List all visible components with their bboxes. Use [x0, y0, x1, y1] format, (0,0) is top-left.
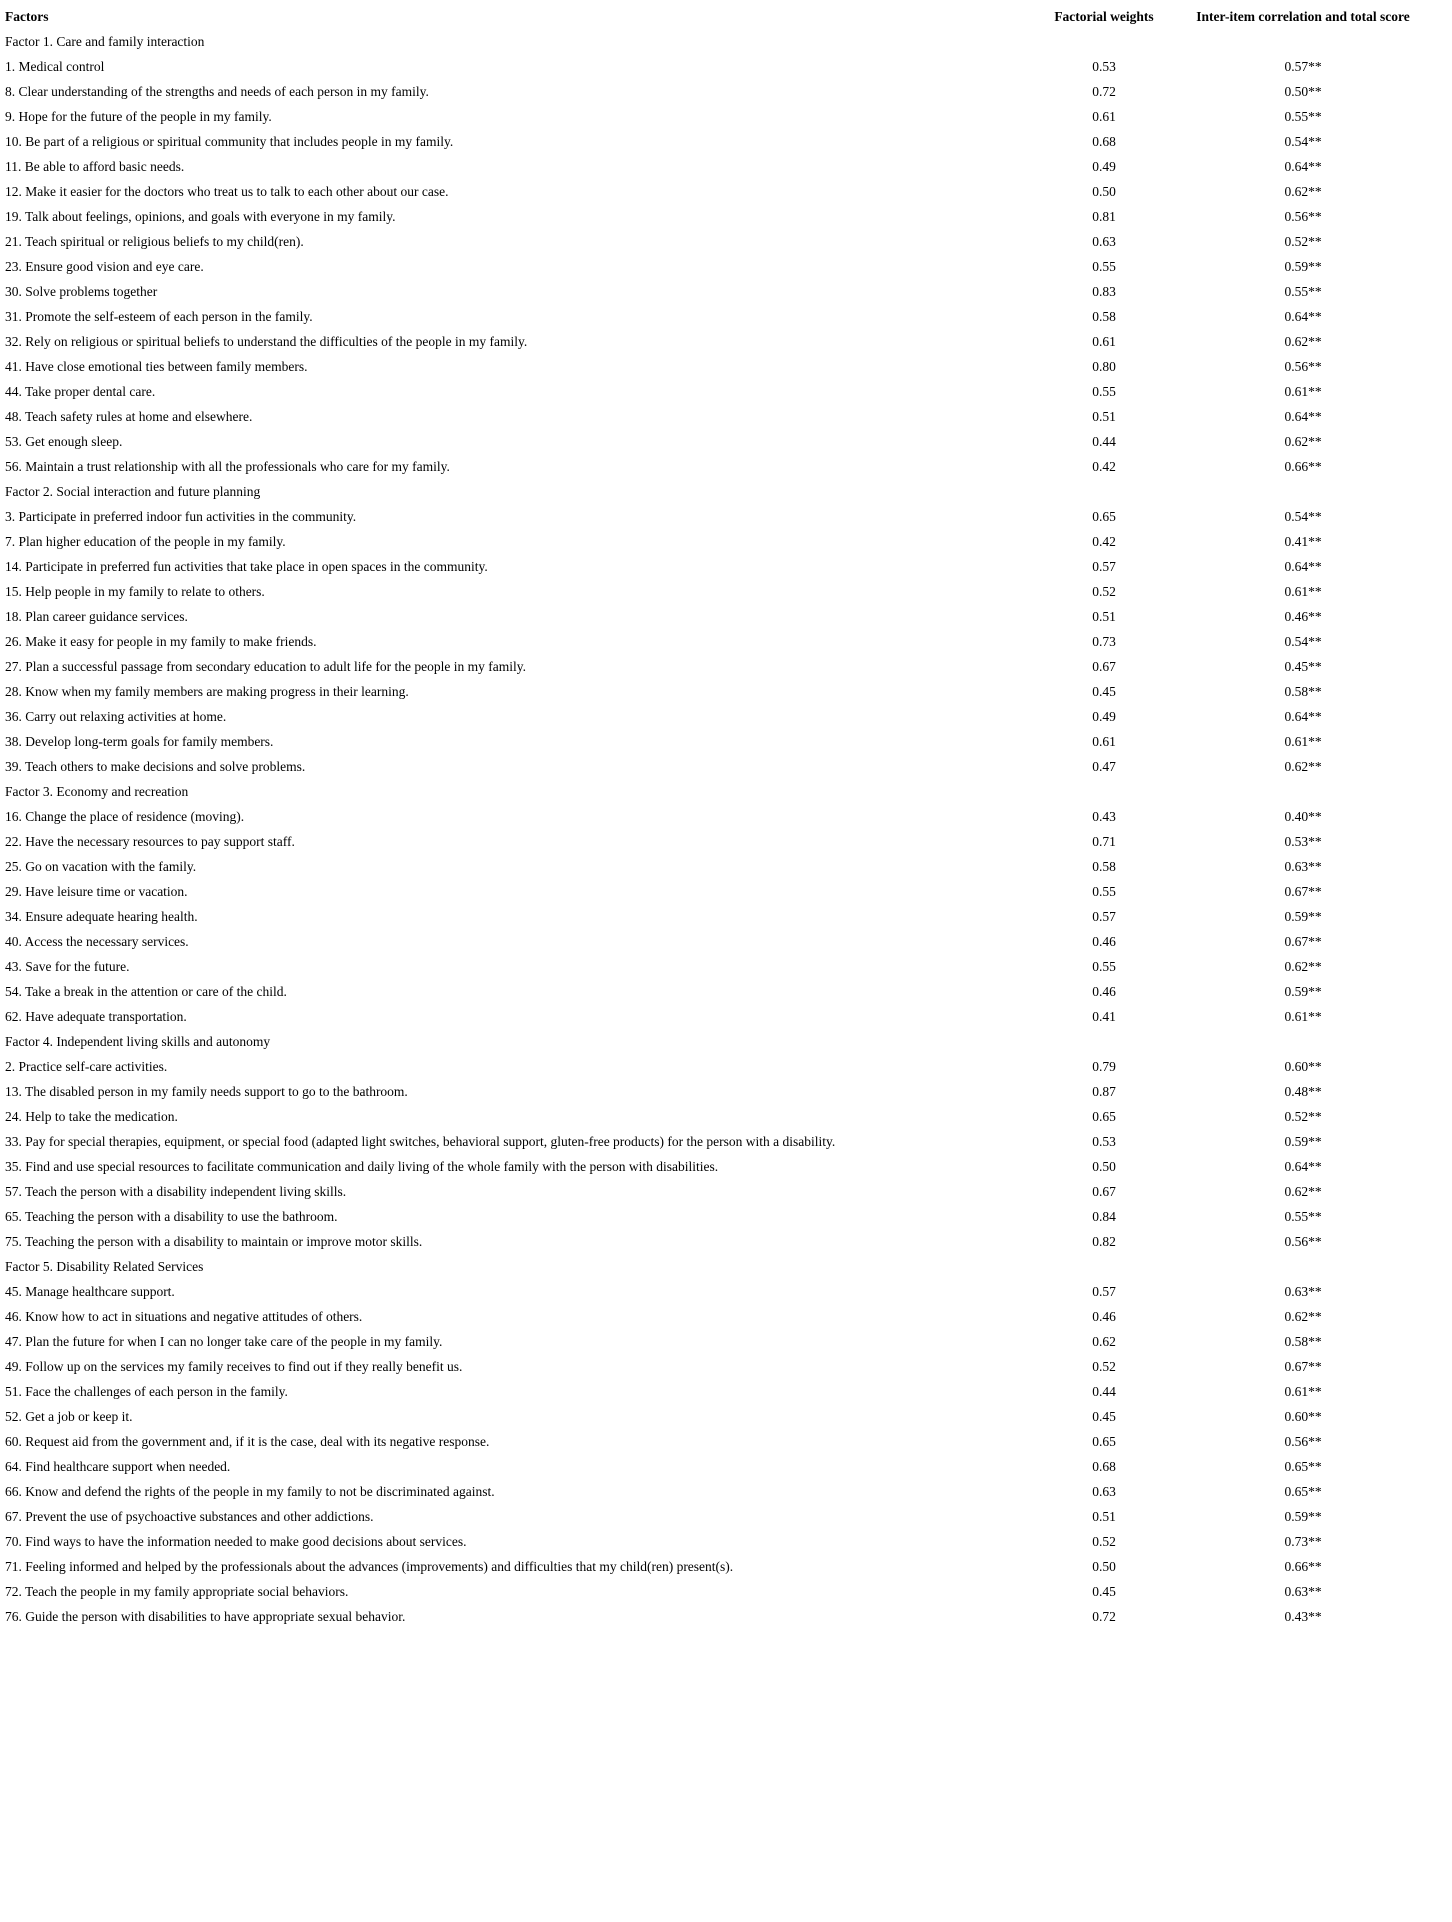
factors-table [0, 4, 1448, 1629]
correlation-value: 0.62** [1284, 434, 1322, 449]
factor-title: Factor 2. Social interaction and future planning [5, 484, 261, 499]
item-label: 29. Have leisure time or vacation. [5, 884, 188, 899]
factorial-weight-value: 0.57 [1092, 909, 1116, 924]
correlation-value: 0.48** [1284, 1084, 1322, 1099]
factor-header-row [0, 779, 1448, 804]
item-label: 7. Plan higher education of the people in my family. [5, 534, 286, 549]
correlation-value: 0.64** [1284, 159, 1322, 174]
table-row [0, 1154, 1448, 1179]
table-row [0, 604, 1448, 629]
factorial-weight-value: 0.46 [1092, 1309, 1116, 1324]
table-row [0, 1129, 1448, 1154]
correlation-value: 0.55** [1284, 284, 1322, 299]
correlation-value: 0.56** [1284, 1234, 1322, 1249]
item-label: 34. Ensure adequate hearing health. [5, 909, 198, 924]
item-label: 22. Have the necessary resources to pay support staff. [5, 834, 295, 849]
factorial-weight-value: 0.72 [1092, 1609, 1116, 1624]
factor-title: Factor 5. Disability Related Services [5, 1259, 204, 1274]
correlation-value: 0.54** [1284, 134, 1322, 149]
factorial-weight-value: 0.68 [1092, 134, 1116, 149]
correlation-value: 0.56** [1284, 209, 1322, 224]
correlation-value: 0.55** [1284, 109, 1322, 124]
factorial-weight-value: 0.57 [1092, 559, 1116, 574]
item-label: 36. Carry out relaxing activities at home. [5, 709, 227, 724]
factorial-weight-value: 0.53 [1092, 1134, 1116, 1149]
item-label: 67. Prevent the use of psychoactive substances and other addictions. [5, 1509, 374, 1524]
correlation-value: 0.59** [1284, 1134, 1322, 1149]
factorial-weight-value: 0.82 [1092, 1234, 1116, 1249]
factorial-weight-value: 0.55 [1092, 259, 1116, 274]
item-label: 33. Pay for special therapies, equipment, or special food (adapted light switches, behavioral support, gluten-free products) for the person with a disability. [5, 1134, 836, 1149]
item-label: 23. Ensure good vision and eye care. [5, 259, 204, 274]
item-label: 21. Teach spiritual or religious beliefs to my child(ren). [5, 234, 304, 249]
correlation-value: 0.59** [1284, 259, 1322, 274]
item-label: 3. Participate in preferred indoor fun activities in the community. [5, 509, 357, 524]
correlation-value: 0.45** [1284, 659, 1322, 674]
table-row [0, 679, 1448, 704]
factorial-weight-value: 0.51 [1092, 1509, 1116, 1524]
factorial-weight-value: 0.49 [1092, 159, 1116, 174]
table-row [0, 979, 1448, 1004]
table-row [0, 529, 1448, 554]
item-label: 13. The disabled person in my family needs support to go to the bathroom. [5, 1084, 408, 1099]
factorial-weight-value: 0.63 [1092, 234, 1116, 249]
table-row [0, 1004, 1448, 1029]
correlation-value: 0.46** [1284, 609, 1322, 624]
factor-title: Factor 1. Care and family interaction [5, 34, 205, 49]
table-row [0, 1104, 1448, 1129]
correlation-value: 0.59** [1284, 984, 1322, 999]
correlation-value: 0.57** [1284, 59, 1322, 74]
factorial-weight-value: 0.55 [1092, 384, 1116, 399]
item-label: 39. Teach others to make decisions and solve problems. [5, 759, 306, 774]
item-label: 66. Know and defend the rights of the people in my family to not be discriminated against. [5, 1484, 495, 1499]
table-row [0, 1204, 1448, 1229]
factorial-weight-value: 0.65 [1092, 1434, 1116, 1449]
table-row [0, 129, 1448, 154]
table-row [0, 1379, 1448, 1404]
factorial-weight-value: 0.62 [1092, 1334, 1116, 1349]
factorial-weight-value: 0.68 [1092, 1459, 1116, 1474]
item-label: 75. Teaching the person with a disability to maintain or improve motor skills. [5, 1234, 423, 1249]
correlation-value: 0.73** [1284, 1534, 1322, 1549]
item-label: 46. Know how to act in situations and negative attitudes of others. [5, 1309, 363, 1324]
item-label: 44. Take proper dental care. [5, 384, 156, 399]
correlation-value: 0.65** [1284, 1459, 1322, 1474]
correlation-value: 0.58** [1284, 684, 1322, 699]
item-label: 49. Follow up on the services my family receives to find out if they really benefit us. [5, 1359, 463, 1374]
factor-header-row [0, 1254, 1448, 1279]
factorial-weight-value: 0.45 [1092, 684, 1116, 699]
table-row [0, 104, 1448, 129]
factorial-weight-value: 0.49 [1092, 709, 1116, 724]
factorial-weight-value: 0.58 [1092, 859, 1116, 874]
factorial-weight-value: 0.51 [1092, 409, 1116, 424]
factorial-weight-value: 0.58 [1092, 309, 1116, 324]
item-label: 2. Practice self-care activities. [5, 1059, 168, 1074]
item-label: 32. Rely on religious or spiritual beliefs to understand the difficulties of the people in my family. [5, 334, 528, 349]
correlation-value: 0.54** [1284, 509, 1322, 524]
table-row [0, 704, 1448, 729]
factorial-weight-value: 0.72 [1092, 84, 1116, 99]
item-label: 15. Help people in my family to relate to others. [5, 584, 265, 599]
item-label: 9. Hope for the future of the people in my family. [5, 109, 272, 124]
item-label: 47. Plan the future for when I can no longer take care of the people in my family. [5, 1334, 443, 1349]
factorial-weight-value: 0.71 [1092, 834, 1116, 849]
table-row [0, 754, 1448, 779]
correlation-value: 0.67** [1284, 1359, 1322, 1374]
table-row [0, 1329, 1448, 1354]
correlation-value: 0.54** [1284, 634, 1322, 649]
factor-header-row [0, 29, 1448, 54]
correlation-value: 0.40** [1284, 809, 1322, 824]
correlation-value: 0.52** [1284, 234, 1322, 249]
factorial-weight-value: 0.46 [1092, 984, 1116, 999]
correlation-value: 0.52** [1284, 1109, 1322, 1124]
item-label: 60. Request aid from the government and, if it is the case, deal with its negative response. [5, 1434, 490, 1449]
table-row [0, 1179, 1448, 1204]
correlation-value: 0.67** [1284, 934, 1322, 949]
factorial-weight-value: 0.65 [1092, 509, 1116, 524]
correlation-value: 0.62** [1284, 1309, 1322, 1324]
factorial-weight-value: 0.67 [1092, 1184, 1116, 1199]
table-row [0, 404, 1448, 429]
item-label: 57. Teach the person with a disability independent living skills. [5, 1184, 347, 1199]
item-label: 48. Teach safety rules at home and elsewhere. [5, 409, 253, 424]
item-label: 38. Develop long-term goals for family members. [5, 734, 274, 749]
item-label: 31. Promote the self-esteem of each person in the family. [5, 309, 313, 324]
table-row [0, 1504, 1448, 1529]
item-label: 71. Feeling informed and helped by the professionals about the advances (improvements) and difficulties that my child(ren) present(s). [5, 1559, 734, 1574]
item-label: 53. Get enough sleep. [5, 434, 123, 449]
item-label: 14. Participate in preferred fun activities that take place in open spaces in the community. [5, 559, 488, 574]
correlation-value: 0.56** [1284, 359, 1322, 374]
factorial-weight-value: 0.50 [1092, 1159, 1116, 1174]
item-label: 27. Plan a successful passage from secondary education to adult life for the people in my family. [5, 659, 526, 674]
table-header-row [0, 4, 1448, 29]
item-label: 24. Help to take the medication. [5, 1109, 178, 1124]
table-row [0, 304, 1448, 329]
item-label: 76. Guide the person with disabilities to have appropriate sexual behavior. [5, 1609, 406, 1624]
item-label: 72. Teach the people in my family appropriate social behaviors. [5, 1584, 349, 1599]
factorial-weight-value: 0.43 [1092, 809, 1116, 824]
item-label: 70. Find ways to have the information needed to make good decisions about services. [5, 1534, 467, 1549]
table-row [0, 954, 1448, 979]
correlation-value: 0.61** [1284, 1384, 1322, 1399]
item-label: 52. Get a job or keep it. [5, 1409, 133, 1424]
table-row [0, 1579, 1448, 1604]
correlation-value: 0.66** [1284, 1559, 1322, 1574]
correlation-value: 0.64** [1284, 709, 1322, 724]
table-row [0, 254, 1448, 279]
item-label: 1. Medical control [5, 59, 105, 74]
item-label: 65. Teaching the person with a disability to use the bathroom. [5, 1209, 338, 1224]
correlation-value: 0.58** [1284, 1334, 1322, 1349]
table-row [0, 1529, 1448, 1554]
table-row [0, 429, 1448, 454]
item-label: 8. Clear understanding of the strengths and needs of each person in my family. [5, 84, 429, 99]
factorial-weight-value: 0.46 [1092, 934, 1116, 949]
table-row [0, 1054, 1448, 1079]
correlation-value: 0.61** [1284, 1009, 1322, 1024]
item-label: 64. Find healthcare support when needed. [5, 1459, 231, 1474]
column-header-factorial-weights: Factorial weights [1054, 9, 1154, 24]
factorial-weight-value: 0.57 [1092, 1284, 1116, 1299]
item-label: 40. Access the necessary services. [5, 934, 189, 949]
factors-table-body [0, 29, 1448, 1629]
correlation-value: 0.64** [1284, 1159, 1322, 1174]
factorial-weight-value: 0.61 [1092, 734, 1116, 749]
correlation-value: 0.63** [1284, 1584, 1322, 1599]
table-row [0, 204, 1448, 229]
factorial-weight-value: 0.61 [1092, 109, 1116, 124]
table-row [0, 879, 1448, 904]
factorial-weight-value: 0.83 [1092, 284, 1116, 299]
correlation-value: 0.62** [1284, 334, 1322, 349]
factorial-weight-value: 0.61 [1092, 334, 1116, 349]
table-row [0, 229, 1448, 254]
factorial-weight-value: 0.42 [1092, 534, 1116, 549]
factorial-weight-value: 0.52 [1092, 584, 1116, 599]
table-row [0, 904, 1448, 929]
correlation-value: 0.63** [1284, 859, 1322, 874]
table-row [0, 1079, 1448, 1104]
item-label: 30. Solve problems together [5, 284, 158, 299]
table-row [0, 1304, 1448, 1329]
correlation-value: 0.53** [1284, 834, 1322, 849]
correlation-value: 0.43** [1284, 1609, 1322, 1624]
table-row [0, 379, 1448, 404]
correlation-value: 0.59** [1284, 1509, 1322, 1524]
correlation-value: 0.62** [1284, 959, 1322, 974]
factor-title: Factor 4. Independent living skills and autonomy [5, 1034, 271, 1049]
table-row [0, 329, 1448, 354]
item-label: 45. Manage healthcare support. [5, 1284, 175, 1299]
table-row [0, 1279, 1448, 1304]
item-label: 54. Take a break in the attention or care of the child. [5, 984, 287, 999]
table-row [0, 729, 1448, 754]
factorial-weight-value: 0.41 [1092, 1009, 1116, 1024]
item-label: 25. Go on vacation with the family. [5, 859, 197, 874]
correlation-value: 0.61** [1284, 384, 1322, 399]
table-row [0, 929, 1448, 954]
table-row [0, 79, 1448, 104]
correlation-value: 0.55** [1284, 1209, 1322, 1224]
factorial-weight-value: 0.45 [1092, 1584, 1116, 1599]
factorial-weight-value: 0.44 [1092, 434, 1116, 449]
table-row [0, 854, 1448, 879]
factor-header-row [0, 1029, 1448, 1054]
correlation-value: 0.67** [1284, 884, 1322, 899]
factorial-weight-value: 0.53 [1092, 59, 1116, 74]
factorial-weight-value: 0.87 [1092, 1084, 1116, 1099]
correlation-value: 0.66** [1284, 459, 1322, 474]
item-label: 26. Make it easy for people in my family to make friends. [5, 634, 317, 649]
table-row [0, 579, 1448, 604]
item-label: 16. Change the place of residence (moving). [5, 809, 245, 824]
factorial-weight-value: 0.65 [1092, 1109, 1116, 1124]
correlation-value: 0.62** [1284, 1184, 1322, 1199]
factorial-weight-value: 0.42 [1092, 459, 1116, 474]
correlation-value: 0.62** [1284, 759, 1322, 774]
item-label: 62. Have adequate transportation. [5, 1009, 187, 1024]
item-label: 43. Save for the future. [5, 959, 130, 974]
factorial-weight-value: 0.80 [1092, 359, 1116, 374]
correlation-value: 0.50** [1284, 84, 1322, 99]
factorial-weight-value: 0.44 [1092, 1384, 1116, 1399]
factor-title: Factor 3. Economy and recreation [5, 784, 189, 799]
column-header-factors: Factors [5, 9, 49, 24]
factorial-weight-value: 0.55 [1092, 959, 1116, 974]
factorial-weight-value: 0.50 [1092, 1559, 1116, 1574]
table-row [0, 1354, 1448, 1379]
table-row [0, 1404, 1448, 1429]
correlation-value: 0.61** [1284, 584, 1322, 599]
item-label: 56. Maintain a trust relationship with all the professionals who care for my family. [5, 459, 450, 474]
correlation-value: 0.61** [1284, 734, 1322, 749]
item-label: 12. Make it easier for the doctors who treat us to talk to each other about our case. [5, 184, 449, 199]
factorial-weight-value: 0.52 [1092, 1534, 1116, 1549]
factorial-weight-value: 0.51 [1092, 609, 1116, 624]
correlation-value: 0.56** [1284, 1434, 1322, 1449]
correlation-value: 0.64** [1284, 559, 1322, 574]
table-row [0, 1479, 1448, 1504]
correlation-value: 0.64** [1284, 309, 1322, 324]
table-row [0, 629, 1448, 654]
factorial-weight-value: 0.84 [1092, 1209, 1116, 1224]
item-label: 11. Be able to afford basic needs. [5, 159, 185, 174]
table-row [0, 1454, 1448, 1479]
column-header-inter-item-correlation: Inter-item correlation and total score [1196, 9, 1410, 24]
factorial-weight-value: 0.79 [1092, 1059, 1116, 1074]
factorial-weight-value: 0.55 [1092, 884, 1116, 899]
table-row [0, 354, 1448, 379]
item-label: 10. Be part of a religious or spiritual community that includes people in my family. [5, 134, 454, 149]
factorial-weight-value: 0.45 [1092, 1409, 1116, 1424]
table-row [0, 554, 1448, 579]
correlation-value: 0.60** [1284, 1409, 1322, 1424]
table-row [0, 54, 1448, 79]
table-row [0, 804, 1448, 829]
table-row [0, 1429, 1448, 1454]
item-label: 41. Have close emotional ties between family members. [5, 359, 308, 374]
factorial-weight-value: 0.52 [1092, 1359, 1116, 1374]
item-label: 28. Know when my family members are making progress in their learning. [5, 684, 409, 699]
table-row [0, 179, 1448, 204]
factorial-weight-value: 0.50 [1092, 184, 1116, 199]
correlation-value: 0.65** [1284, 1484, 1322, 1499]
item-label: 35. Find and use special resources to facilitate communication and daily living of the whole family with the person with disabilities. [5, 1159, 719, 1174]
table-row [0, 829, 1448, 854]
table-row [0, 279, 1448, 304]
table-row [0, 1229, 1448, 1254]
correlation-value: 0.64** [1284, 409, 1322, 424]
table-row [0, 1554, 1448, 1579]
factor-header-row [0, 479, 1448, 504]
item-label: 51. Face the challenges of each person in the family. [5, 1384, 288, 1399]
correlation-value: 0.41** [1284, 534, 1322, 549]
correlation-value: 0.59** [1284, 909, 1322, 924]
table-row [0, 504, 1448, 529]
factorial-weight-value: 0.73 [1092, 634, 1116, 649]
correlation-value: 0.62** [1284, 184, 1322, 199]
factorial-weight-value: 0.67 [1092, 659, 1116, 674]
table-row [0, 1604, 1448, 1629]
table-row [0, 454, 1448, 479]
item-label: 18. Plan career guidance services. [5, 609, 188, 624]
table-row [0, 654, 1448, 679]
factorial-weight-value: 0.63 [1092, 1484, 1116, 1499]
factorial-weight-value: 0.47 [1092, 759, 1116, 774]
table-row [0, 154, 1448, 179]
factorial-weight-value: 0.81 [1092, 209, 1116, 224]
correlation-value: 0.63** [1284, 1284, 1322, 1299]
item-label: 19. Talk about feelings, opinions, and goals with everyone in my family. [5, 209, 396, 224]
correlation-value: 0.60** [1284, 1059, 1322, 1074]
